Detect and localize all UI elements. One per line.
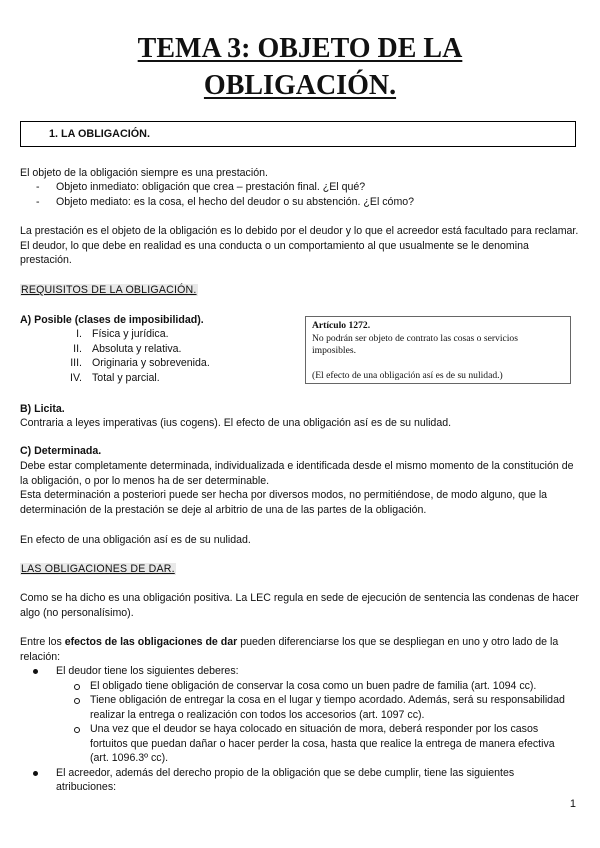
section-heading-box [20, 121, 576, 147]
heading-determinada: C) Determinada. [20, 445, 102, 457]
list-text: Originaria y sobrevenida. [92, 357, 210, 369]
section-heading: 1. LA OBLIGACIÓN. [49, 128, 150, 140]
list-item-deudor: El deudor tiene los siguientes deberes: [28, 664, 576, 679]
list-item [60, 327, 280, 342]
efectos-list [28, 664, 576, 795]
page-number: 1 [569, 798, 576, 810]
title-line-2: OBLIGACIÓN. [203, 70, 397, 101]
list-number: II. [73, 342, 82, 355]
article-excerpt-box [305, 316, 571, 384]
article-text: No podrán ser objeto de contrato las cosas o servicios imposibles. [312, 332, 518, 356]
list-item: - Objeto mediato: es la cosa, el hecho del deudor o su abstención. ¿El cómo? [36, 195, 576, 210]
list-item-acreedor: El acreedor, además del derecho propio de la obligación que se debe cumplir, tiene las siguientes atribuciones: [28, 766, 576, 795]
heading-requisitos-text: REQUISITOS DE LA OBLIGACIÓN. [21, 284, 197, 296]
dar-text-2 [20, 635, 580, 664]
list-text: Total y parcial. [92, 371, 160, 384]
list-text: Absoluta y relativa. [92, 342, 182, 355]
list-number: IV. [70, 371, 82, 384]
list-item: - Objeto inmediato: obligación que crea – prestación final. ¿El qué? [36, 180, 576, 195]
heading-posible: A) Posible (clases de imposibilidad). [20, 314, 204, 326]
determinada-text-2: Esta determinación a posteriori puede ser hecha por diversos modos, no permitiéndose, de modo alguno, que la determinación de la prestación se deje al arbitrio de una de las partes de la obligación. [20, 489, 548, 516]
list-number: I. [76, 328, 82, 340]
heading-dar [20, 562, 580, 577]
list-number: III. [70, 357, 82, 369]
page-title [20, 30, 580, 104]
list-item [60, 371, 280, 386]
imposibilidad-list [60, 327, 280, 385]
licita-text: Contraria a leyes imperativas (ius cogens). El efecto de una obligación así es de su nulidad. [20, 417, 452, 429]
dar-text-1: Como se ha dicho es una obligación positiva. La LEC regula en sede de ejecución de sentencia las condenas de hacer algo (no personalísimo). [20, 592, 579, 619]
determinada-text-1: Debe estar completamente determinada, individualizada e identificada desde el mismo momento de la constitución de la obligación, o por lo menos ha de ser determinable. [20, 460, 574, 487]
paragraph-prestacion: La prestación es el objeto de la obligación es lo debido por el deudor y lo que el acreedor está facultado para reclamar. El deudor, lo que debe en realidad es una conducta o un comportamiento al que usualmente se le denomina prestación. [20, 225, 579, 266]
article-title: Artículo 1272. [312, 320, 371, 331]
dar-text-2-pre: Entre los [20, 636, 65, 648]
list-item [60, 356, 280, 371]
determinada-text-3: En efecto de una obligación así es de su nulidad. [20, 534, 251, 546]
dar-text-2-bold: efectos de las obligaciones de dar [64, 636, 238, 648]
list-text: Física y jurídica. [92, 328, 169, 340]
heading-licita: B) Licita. [20, 403, 65, 415]
intro-list [36, 180, 576, 209]
intro-lead: El objeto de la obligación siempre es una prestación. [20, 167, 268, 179]
list-item: Tiene obligación de entregar la cosa en el lugar y tiempo acordado. Además, será su responsabilidad realizar la entrega o realización con todos los accesorios (art. 1097 cc). [28, 693, 576, 722]
title-line-1: TEMA 3: OBJETO DE LA [137, 33, 463, 64]
dar-text-2-post: pueden diferenciarse los que se despliegan en uno y otro lado de la relación: [20, 636, 559, 663]
article-note: (El efecto de una obligación así es de su nulidad.) [312, 369, 503, 381]
list-item: Una vez que el deudor se haya colocado en situación de mora, deberá responder por los casos fortuitos que puedan dañar o hacer perder la cosa, hasta que realice la entrega de manera efectiva (art. 1096.3º cc). [28, 722, 576, 766]
list-item [60, 342, 280, 357]
heading-dar-text: LAS OBLIGACIONES DE DAR. [21, 563, 175, 575]
list-item: El obligado tiene obligación de conservar la cosa como un buen padre de familia (art. 1094 cc). [28, 679, 576, 694]
heading-requisitos [20, 283, 580, 298]
